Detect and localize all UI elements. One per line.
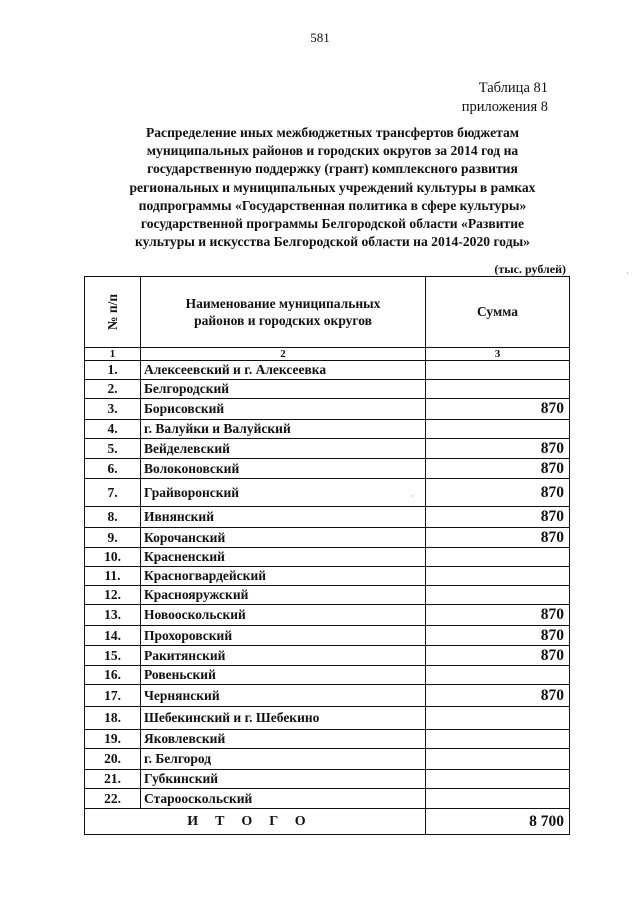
table-row [85,548,570,567]
row-number: 20. [85,749,141,770]
row-number: 8. [85,507,141,528]
units-label: (тыс. рублей) [494,262,566,276]
row-sum [426,666,570,685]
row-district-name: Алексеевский и г. Алексеевка [141,361,426,380]
row-district-name: Губкинский [141,770,426,789]
row-district-name: Ракитянский [141,646,426,666]
row-number: 14. [85,626,141,646]
row-district-name: Корочанский [141,528,426,548]
table-row [85,586,570,605]
table-row [85,685,570,707]
row-district-name: Краснояружский [141,586,426,605]
row-sum [426,730,570,749]
table-row [85,479,570,507]
column-number: 1 [85,348,141,361]
row-sum [426,567,570,586]
table-annex-label: Таблица 81 [478,80,548,96]
header-name-line: районов и городских округов [194,313,372,328]
column-number: 3 [426,348,570,361]
row-district-name: Прохоровский [141,626,426,646]
row-number: 5. [85,439,141,459]
table-header-row [85,277,570,348]
row-sum [426,749,570,770]
total-row [85,809,570,835]
row-number: 11. [85,567,141,586]
row-number: 9. [85,528,141,548]
row-number: 3. [85,399,141,420]
table-row [85,380,570,399]
row-district-name: Вейделевский [141,439,426,459]
row-number: 19. [85,730,141,749]
table-row [85,789,570,809]
row-sum [426,789,570,809]
row-district-name: Новооскольский [141,605,426,626]
document-title [70,124,595,251]
table-row [85,420,570,439]
table-row [85,730,570,749]
row-district-name: Грайворонский [141,479,426,507]
row-district-name: Чернянский [141,685,426,707]
title-line: государственной программы Белгородской области «Развитие [140,216,525,232]
row-sum [426,361,570,380]
row-sum: 870 [426,685,570,707]
table-row [85,399,570,420]
row-sum: 870 [426,605,570,626]
total-sum: 8 700 [426,809,570,835]
scan-mark: · [411,491,414,501]
table-row [85,605,570,626]
row-district-name: Яковлевский [141,730,426,749]
row-number: 10. [85,548,141,567]
row-number: 21. [85,770,141,789]
row-sum: 870 [426,439,570,459]
title-line: региональных и муниципальных учреждений культуры в рамках [129,179,536,195]
row-number: 16. [85,666,141,685]
table-row [85,749,570,770]
row-district-name: Борисовский [141,399,426,420]
title-line: государственную поддержку (грант) комплексного развития [147,161,518,177]
row-sum: 870 [426,399,570,420]
row-sum: 870 [426,459,570,479]
row-number: 6. [85,459,141,479]
scan-mark: · [626,268,629,278]
row-sum [426,770,570,789]
table-row [85,361,570,380]
row-number: 18. [85,707,141,730]
header-number-label: № п/п [104,293,120,331]
row-district-name: Ивнянский [141,507,426,528]
header-number [85,277,141,348]
table-row [85,707,570,730]
row-sum: 870 [426,507,570,528]
header-name-line: Наименование муниципальных [185,296,381,311]
row-number: 13. [85,605,141,626]
row-district-name: Красногвардейский [141,567,426,586]
title-line: Распределение иных межбюджетных трансфертов бюджетам [145,125,520,140]
row-sum [426,420,570,439]
column-number-row [85,348,570,361]
row-sum [426,707,570,730]
table-row [85,567,570,586]
row-number: 15. [85,646,141,666]
row-district-name: Красненский [141,548,426,567]
row-number: 7. [85,479,141,507]
row-district-name: Белгородский [141,380,426,399]
table-row [85,646,570,666]
title-line: культуры и искусства Белгородской области на 2014-2020 годы» [135,234,530,250]
row-district-name: г. Белгород [141,749,426,770]
row-number: 1. [85,361,141,380]
table-row [85,507,570,528]
row-number: 2. [85,380,141,399]
distribution-table [84,276,570,835]
row-district-name: Волоконовский [141,459,426,479]
table-row [85,666,570,685]
row-number: 17. [85,685,141,707]
row-sum: 870 [426,528,570,548]
row-number: 22. [85,789,141,809]
column-number: 2 [141,348,426,361]
row-sum: 870 [426,646,570,666]
table-row [85,528,570,548]
row-number: 12. [85,586,141,605]
row-district-name: Старооскольский [141,789,426,809]
row-number: 4. [85,420,141,439]
annex-reference: приложения 8 [461,99,548,115]
title-line: муниципальных районов и городских округов за 2014 год на [146,143,519,159]
row-district-name: Ровеньский [141,666,426,685]
title-line: подпрограммы «Государственная политика в сфере культуры» [138,197,527,213]
row-sum [426,586,570,605]
row-district-name: г. Валуйки и Валуйский [141,420,426,439]
table-row [85,770,570,789]
table-row [85,439,570,459]
header-sum: Сумма [426,277,570,348]
row-sum: 870 [426,479,570,507]
total-label: ИТОГО [85,809,426,835]
header-name [141,277,426,348]
table-row [85,459,570,479]
row-district-name: Шебекинский и г. Шебекино [141,707,426,730]
table-row [85,626,570,646]
row-sum [426,548,570,567]
page-number: 581 [310,30,330,45]
row-sum [426,380,570,399]
row-sum: 870 [426,626,570,646]
